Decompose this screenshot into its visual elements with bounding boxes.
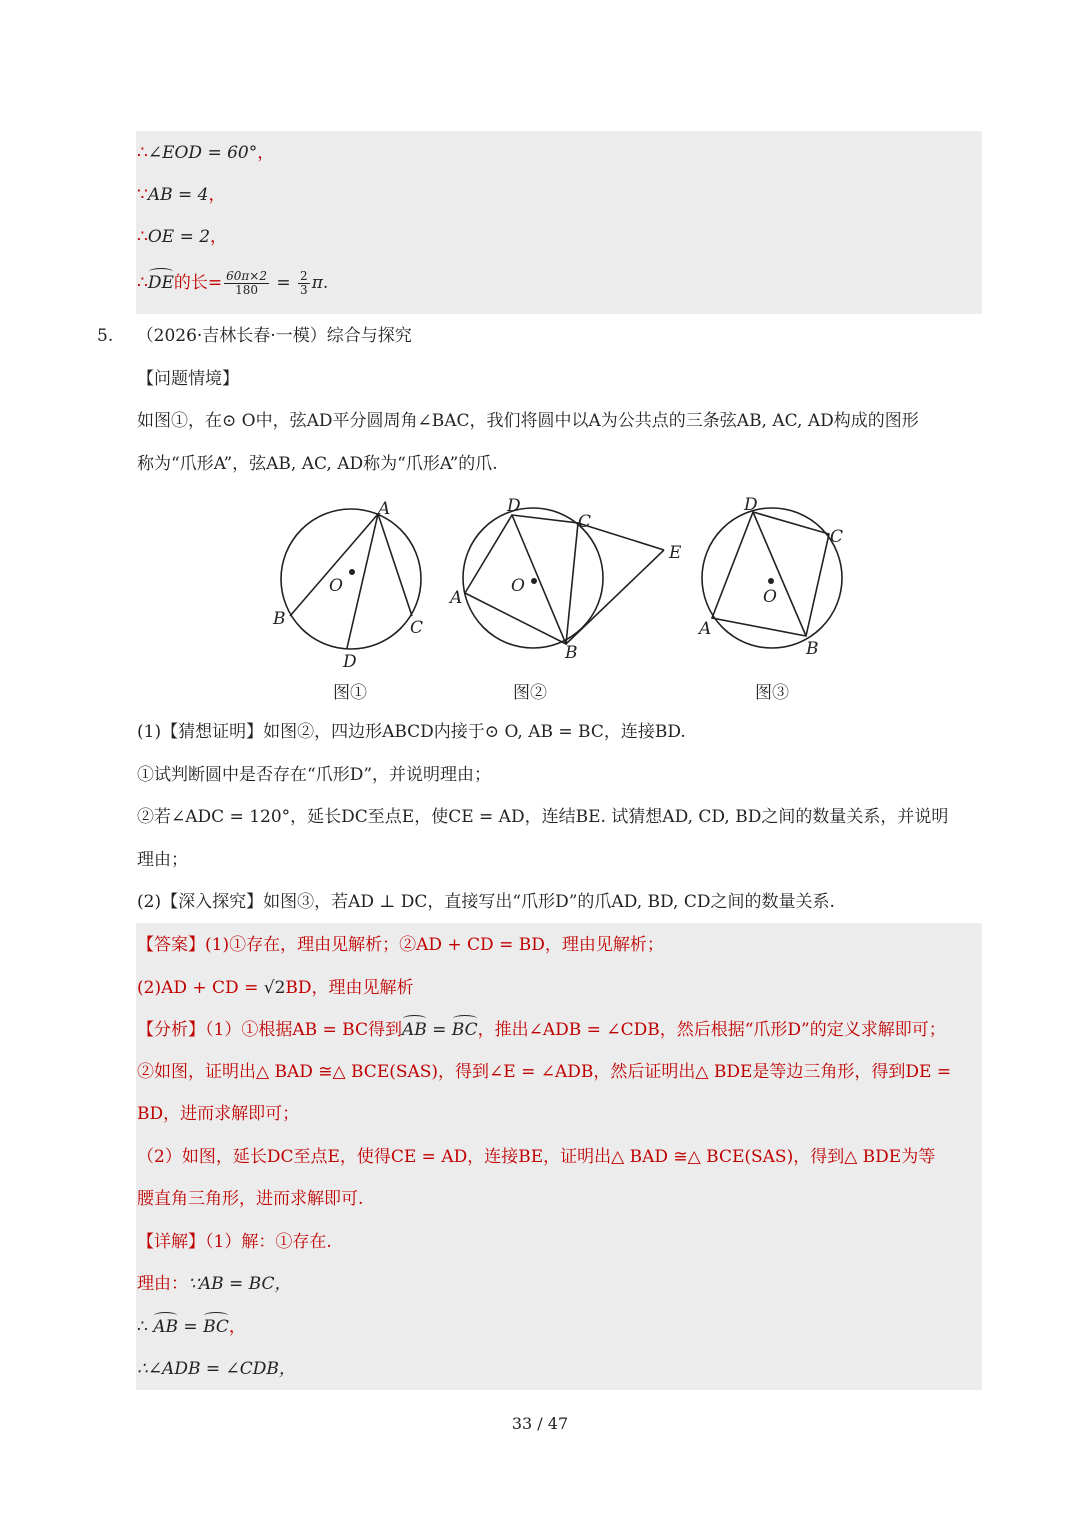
top-line-1 (137, 142, 274, 164)
top-line-2 (137, 184, 225, 206)
question-1b-line2: 理由； (137, 850, 188, 870)
fig2-label-B: B (565, 643, 578, 663)
fig2-label-A: A (450, 588, 463, 608)
arc-notation: BC (451, 1020, 478, 1040)
fraction (224, 270, 269, 297)
fraction-denominator: 180 (235, 283, 258, 297)
question-2: (2)【深入探究】如图③，若AD ⊥ DC，直接写出“爪形D”的爪AD, BD, CD之间的数量关系. (137, 892, 835, 912)
fig3-label-O: O (763, 587, 777, 607)
arc-notation: DE (147, 273, 174, 293)
problem-header (97, 325, 412, 347)
question-1a: ①试判断圆中是否存在“爪形D”，并说明理由； (137, 765, 492, 785)
detail-line-4: ∴∠ADB = ∠CDB， (137, 1359, 296, 1379)
analysis-line-4: （2）如图，延长DC至点E，使得CE = AD，连接BE，证明出△ BAD ≅△ BCE(SAS)，得到△ BDE为等 (137, 1147, 936, 1167)
punct: ， (210, 227, 228, 247)
fig2-label-C: C (578, 512, 592, 532)
fig1-label-O: O (329, 576, 343, 596)
problem-source: （2026·吉林长春·一模）综合与探究 (136, 326, 412, 346)
detail-line-2 (137, 1273, 291, 1295)
answer-line-2 (137, 977, 414, 999)
detail-tag: 【详解】 (137, 1232, 205, 1252)
fig1-label-C: C (410, 618, 424, 638)
fraction-denominator: 3 (300, 283, 308, 297)
detail-text: 理由： (137, 1274, 188, 1294)
equation: ∵AB = BC， (188, 1274, 292, 1294)
fig3-label-D: D (744, 495, 758, 515)
fraction-numerator: 2 (300, 269, 308, 283)
because-symbol: ∵ (137, 185, 148, 205)
therefore-symbol: ∴ (137, 143, 148, 163)
page-number: 33 / 47 (511, 1414, 569, 1433)
intro-line-2: 称为“爪形A”，弦AB, AC, AD称为“爪形A”的爪. (137, 454, 498, 474)
geometry-figures (0, 490, 1080, 690)
analysis-line-3: BD，进而求解即可； (137, 1104, 300, 1124)
answer-text: (1)①存在，理由见解析；②AD + CD = BD，理由见解析； (205, 935, 664, 955)
pi-end: π. (311, 273, 329, 293)
answer-2-part: BD，理由见解析 (285, 978, 414, 998)
analysis-line-1 (137, 1019, 946, 1041)
equation: ∠EOD = 60° (147, 143, 258, 163)
equals: = (270, 273, 297, 293)
punct: ， (257, 143, 275, 163)
fig3-label-B: B (806, 639, 819, 659)
detail-line-1 (137, 1231, 332, 1253)
top-line-3 (137, 226, 227, 248)
detail-line-3 (137, 1316, 246, 1338)
intro-line-1: 如图①，在⊙ O中，弦AD平分圆周角∠BAC，我们将圆中以A为公共点的三条弦AB, AC, AD构成的图形 (137, 411, 919, 431)
arc-notation: AB (401, 1020, 427, 1040)
arc-length-text: 的长= (173, 273, 223, 293)
analysis-line-5: 腰直角三角形，进而求解即可. (137, 1189, 364, 1209)
fig1-label-A: A (378, 499, 391, 519)
question-1: (1)【猜想证明】如图②，四边形ABCD内接于⊙ O, AB = BC，连接BD. (137, 722, 686, 742)
analysis-part: ，推出∠ADB = ∠CDB，然后根据“爪形D”的定义求解即可； (477, 1020, 946, 1040)
fig2-caption: 图② (513, 683, 547, 703)
answer-line-1 (137, 934, 664, 956)
fig1-label-D: D (343, 652, 357, 672)
figure-3 (702, 508, 842, 648)
equation: AB = 4 (147, 185, 209, 205)
equals: = (178, 1317, 204, 1337)
equation: OE = 2 (147, 227, 211, 247)
fig3-label-C: C (830, 527, 844, 547)
detail-text: （1）解：①存在. (205, 1232, 332, 1252)
question-1b-line1: ②若∠ADC = 120°，延长DC至点E，使CE = AD，连结BE. 试猜想AD, CD, BD之间的数量关系，并说明 (137, 807, 949, 827)
equals: = (426, 1020, 452, 1040)
punct: ， (228, 1317, 246, 1337)
therefore-symbol: ∴ (137, 227, 148, 247)
section-heading: 【问题情境】 (137, 369, 239, 389)
therefore-symbol: ∴ (137, 1317, 154, 1337)
arc-notation: AB (153, 1317, 179, 1337)
therefore-symbol: ∴ (137, 273, 148, 293)
fig3-caption: 图③ (755, 683, 789, 703)
answer-tag: 【答案】 (137, 935, 205, 955)
figure-1 (281, 509, 424, 649)
punct: ， (208, 185, 226, 205)
fig2-label-E: E (669, 543, 682, 563)
top-line-4 (137, 270, 328, 297)
fraction-numerator: 60π×2 (226, 269, 267, 283)
analysis-tag: 【分析】 (137, 1020, 205, 1040)
fig2-label-O: O (511, 576, 525, 596)
analysis-line-2: ②如图，证明出△ BAD ≅△ BCE(SAS)，得到∠E = ∠ADB，然后证明出△ BDE是等边三角形，得到DE = (137, 1062, 952, 1082)
problem-number: 5. (97, 326, 114, 346)
fig1-label-B: B (273, 609, 286, 629)
fig3-label-A: A (699, 619, 712, 639)
arc-notation: BC (203, 1317, 229, 1337)
figure-2 (463, 508, 664, 648)
fig1-caption: 图① (333, 683, 367, 703)
sqrt-two: √2 (263, 978, 286, 998)
answer-2-part: (2)AD + CD = (137, 978, 264, 998)
fraction (298, 270, 310, 297)
fig2-label-D: D (507, 496, 521, 516)
analysis-part: （1）①根据AB = BC得到 (205, 1020, 402, 1040)
